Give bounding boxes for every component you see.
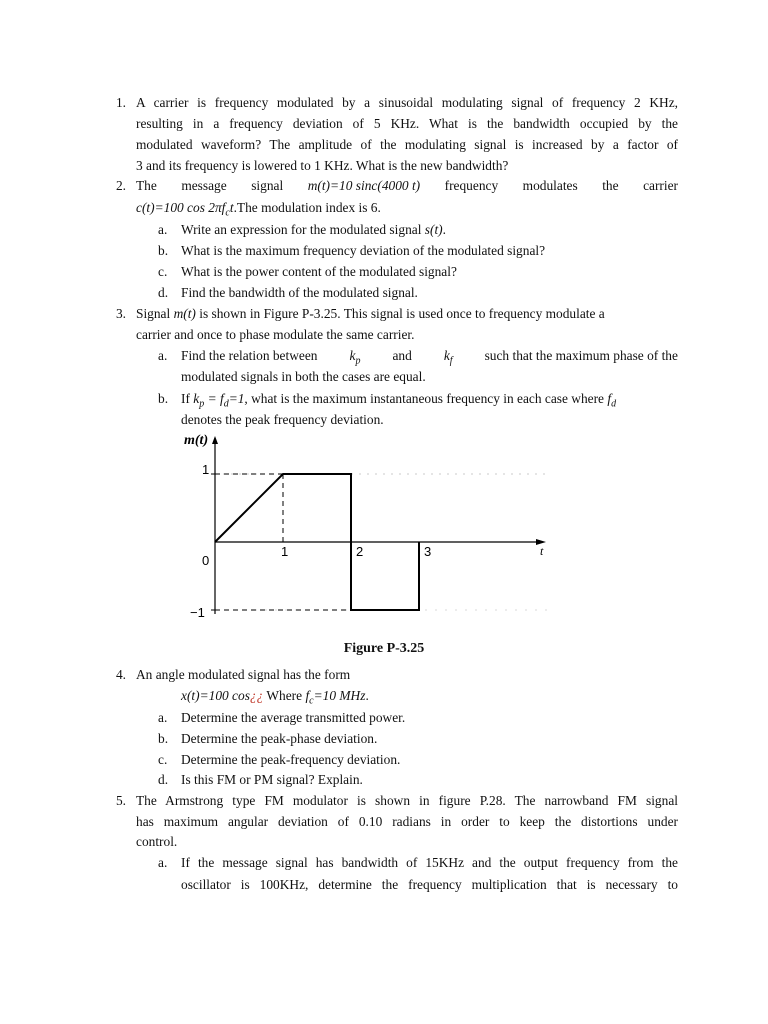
q3b-kp-sub: p xyxy=(199,398,205,410)
q3a-kf: k xyxy=(443,348,450,363)
fig-ytick-1: 1 xyxy=(202,462,210,477)
q1-number: 1. xyxy=(115,95,126,110)
q2c-text: What is the power content of the modulated signal? xyxy=(181,264,457,279)
q3a-and: and xyxy=(392,348,412,363)
q3b-kp: k xyxy=(193,391,200,406)
q4-f-sub: c xyxy=(309,695,314,707)
q2-message-formula: m(t)=10 sinc(4000 t) xyxy=(307,178,421,193)
y-axis-arrow xyxy=(212,436,218,444)
q4d-label: d. xyxy=(158,772,169,787)
q2d-text: Find the bandwidth of the modulated signal. xyxy=(181,285,418,300)
q3b-text: , what is the maximum instantaneous frequency in each case where xyxy=(244,391,608,406)
figure-caption: Figure P-3.25 xyxy=(343,641,425,656)
q3-line-1-b: is shown in Figure P-3.25. This signal is used once to frequency modulate a xyxy=(195,306,605,321)
q3-number: 3. xyxy=(115,306,126,321)
q4d-text: Is this FM or PM signal? Explain. xyxy=(181,772,363,787)
q2b-text: What is the maximum frequency deviation of the modulated signal? xyxy=(181,243,546,258)
q3b-fd-sub: d xyxy=(611,398,617,410)
q4c-text: Determine the peak-frequency deviation. xyxy=(181,752,401,767)
q5a-line-1: If the message signal has bandwidth of 15KHz and the output frequency from the xyxy=(181,855,678,870)
q4-end: . xyxy=(365,688,369,703)
q5a-label: a. xyxy=(158,855,168,870)
q1-line-2: resulting in a frequency deviation of 5 KHz. What is the bandwidth occupied by the xyxy=(136,116,678,131)
q4-broken-glyph: ¿¿ xyxy=(249,688,264,703)
q4b-text: Determine the peak-phase deviation. xyxy=(181,731,378,746)
fig-xtick-2: 2 xyxy=(356,544,364,559)
q4a-text: Determine the average transmitted power. xyxy=(181,710,406,725)
q1-line-3: modulated waveform? The amplitude of the modulating signal is increased by a factor of xyxy=(136,137,678,152)
q2a-end: . xyxy=(442,222,446,237)
q2-line-2-rest: .The modulation index is 6. xyxy=(233,200,381,215)
q3a-kp-sub: p xyxy=(355,355,361,367)
q2-word: the xyxy=(602,178,619,193)
q4c-label: c. xyxy=(158,752,168,767)
q3b-label: b. xyxy=(158,391,169,406)
q3b-line-2: denotes the peak frequency deviation. xyxy=(181,412,384,427)
fig-origin: 0 xyxy=(202,553,210,568)
q3a-kp: k xyxy=(349,348,356,363)
q3a-label: a. xyxy=(158,348,168,363)
q4b-label: b. xyxy=(158,731,169,746)
q2b-label: b. xyxy=(158,243,169,258)
q3b-eq-sub: d xyxy=(223,398,229,410)
q4-formula: x(t)=100 cos xyxy=(181,688,250,703)
q3-line-1 xyxy=(136,303,678,324)
figure-p325-chart xyxy=(180,428,560,638)
q2-word: frequency xyxy=(444,178,499,193)
q4a-label: a. xyxy=(158,710,168,725)
q2-line-1 xyxy=(136,175,678,196)
q3-line-2: carrier and once to phase modulate the same carrier. xyxy=(136,327,415,342)
q2-word: signal xyxy=(251,178,284,193)
q3b-fd: f xyxy=(607,391,612,406)
q4-fc-value: =10 MHz xyxy=(313,688,366,703)
q5-line-2: has maximum angular deviation of 0.10 radians in order to keep the distortions under xyxy=(136,814,678,829)
q2-number: 2. xyxy=(115,178,126,193)
q2-word: message xyxy=(181,178,227,193)
q2-carrier-t: t xyxy=(229,200,234,215)
q3b-if: If xyxy=(181,391,194,406)
fig-ytick-neg1: −1 xyxy=(190,605,205,620)
q2a-text xyxy=(181,219,446,240)
q4-number: 4. xyxy=(115,667,126,682)
q5-line-3: control. xyxy=(136,834,178,849)
fig-xlabel: t xyxy=(540,544,544,558)
q5-line-1: The Armstrong type FM modulator is shown in figure P.28. The narrowband FM signal xyxy=(136,793,678,808)
q1-line-1: A carrier is frequency modulated by a sinusoidal modulating signal of frequency 2 KHz, xyxy=(136,95,678,110)
q3-mt: m(t) xyxy=(173,306,196,321)
q2d-label: d. xyxy=(158,285,169,300)
q4-f: f xyxy=(305,688,310,703)
fig-ylabel: m(t) xyxy=(184,433,209,448)
q3a-line-2: modulated signals in both the cases are equal. xyxy=(181,369,426,384)
q2-carrier-sub: c xyxy=(225,207,230,219)
q3b-eq: = f xyxy=(204,391,224,406)
q4-line-1: An angle modulated signal has the form xyxy=(136,667,351,682)
fig-xtick-1: 1 xyxy=(281,544,289,559)
q3-line-1-a: Signal xyxy=(136,306,174,321)
q2-word: modulates xyxy=(522,178,578,193)
q3a-text-b: such that the maximum phase of the xyxy=(484,348,678,363)
q2-word: The xyxy=(136,178,157,193)
q2a-label: a. xyxy=(158,222,168,237)
q4-where: Where xyxy=(263,688,306,703)
q3a-text-a: Find the relation between xyxy=(181,348,318,363)
q2-word: carrier xyxy=(643,178,678,193)
q5a-line-2: oscillator is 100KHz, determine the frequency multiplication that is necessary to xyxy=(181,877,678,892)
q1-line-4: 3 and its frequency is lowered to 1 KHz. What is the new bandwidth? xyxy=(136,158,509,173)
q3b-eq2: =1 xyxy=(228,391,245,406)
q2a-math: s(t) xyxy=(424,222,443,237)
q2-carrier-formula: c(t)=100 cos 2πf xyxy=(136,200,226,215)
fig-xtick-3: 3 xyxy=(424,544,432,559)
q3a-kf-sub: f xyxy=(449,355,453,367)
q2c-label: c. xyxy=(158,264,168,279)
q5-number: 5. xyxy=(115,793,126,808)
q2a-text-main: Write an expression for the modulated signal xyxy=(181,222,425,237)
